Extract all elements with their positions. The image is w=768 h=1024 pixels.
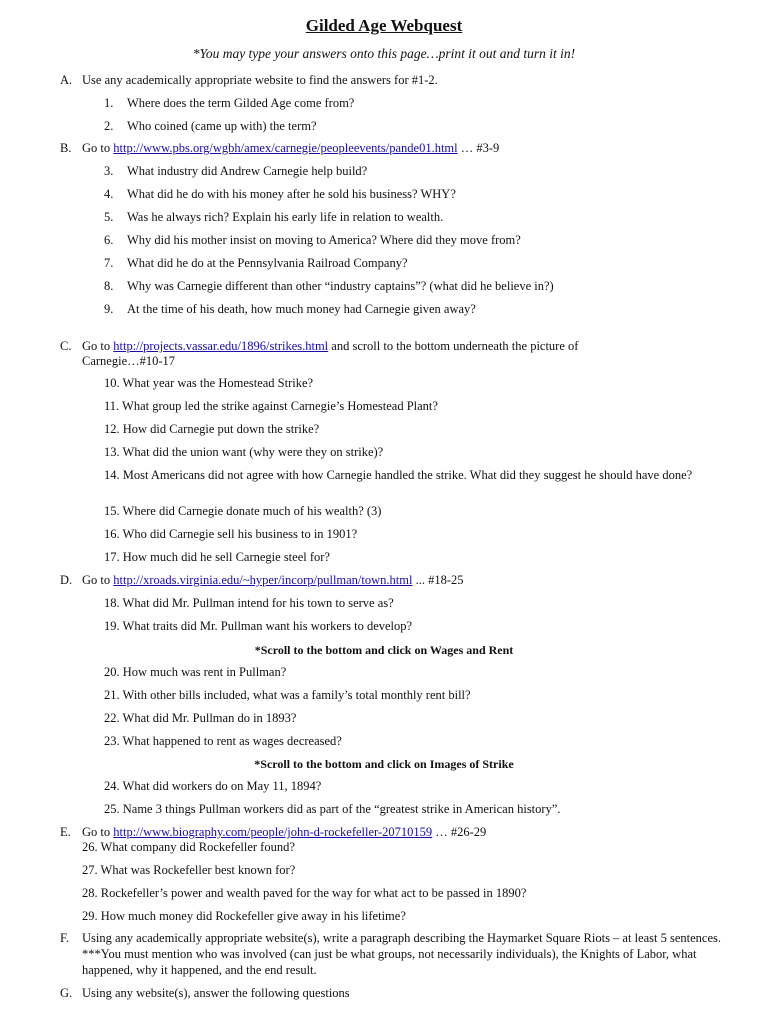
question-12: 12. How did Carnegie put down the strike?	[104, 422, 320, 436]
question-23: 23. What happened to rent as wages decreased?	[104, 734, 342, 748]
question-3: 3. What industry did Andrew Carnegie help build?	[104, 164, 368, 178]
page-subtitle: *You may type your answers onto this page…print it out and turn it in!	[192, 46, 576, 61]
question-22: 22. What did Mr. Pullman do in 1893?	[104, 711, 297, 725]
question-7: 7. What did he do at the Pennsylvania Railroad Company?	[104, 256, 408, 270]
question-9: 9. At the time of his death, how much money had Carnegie given away?	[104, 302, 476, 316]
scroll-note-wages: *Scroll to the bottom and click on Wages and Rent	[254, 643, 514, 657]
question-28: 28. Rockefeller’s power and wealth paved for the way for what act to be passed in 1890?	[82, 886, 527, 900]
question-26: 26. What company did Rockefeller found?	[82, 840, 295, 854]
question-19: 19. What traits did Mr. Pullman want his workers to develop?	[104, 619, 413, 633]
page-title: Gilded Age Webquest	[305, 16, 463, 35]
section-letter: D.	[60, 573, 73, 587]
question-18: 18. What did Mr. Pullman intend for his town to serve as?	[104, 596, 394, 610]
question-21: 21. With other bills included, what was a family’s total monthly rent bill?	[104, 688, 471, 702]
question-4: 4. What did he do with his money after he sold his business? WHY?	[104, 187, 456, 201]
section-letter: B.	[60, 141, 72, 155]
vassar-strikes-link[interactable]: http://projects.vassar.edu/1896/strikes.html	[113, 339, 329, 353]
section-text: Using any academically appropriate website(s), write a paragraph describing the Haymarket Square Riots – at least 5 sentences. ***You must mention who was involved (can just be what groups, not necessarily individuals), the Knights of Labor, what happened, why it happened, and the end result.	[82, 931, 722, 977]
question-24: 24. What did workers do on May 11, 1894?	[104, 779, 322, 793]
section-letter: A.	[60, 73, 73, 87]
question-25: 25. Name 3 things Pullman workers did as part of the “greatest strike in American history”.	[104, 802, 561, 816]
section-letter: E.	[60, 825, 71, 839]
question-5: 5. Was he always rich? Explain his early life in relation to wealth.	[104, 210, 444, 224]
question-29: 29. How much money did Rockefeller give away in his lifetime?	[82, 909, 406, 923]
scroll-note-strike: *Scroll to the bottom and click on Images of Strike	[254, 757, 514, 771]
question-13: 13. What did the union want (why were they on strike)?	[104, 445, 384, 459]
question-17: 17. How much did he sell Carnegie steel for?	[104, 550, 330, 564]
question-1: 1. Where does the term Gilded Age come from?	[104, 96, 355, 110]
question-15: 15. Where did Carnegie donate much of his wealth? (3)	[104, 504, 382, 518]
section-letter: G.	[60, 986, 73, 1000]
section-c-line2: Carnegie…#10-17	[82, 354, 176, 368]
section-text: Using any website(s), answer the following questions	[82, 986, 350, 1000]
section-letter: F.	[60, 931, 70, 945]
biography-rockefeller-link[interactable]: http://www.biography.com/people/john-d-rockefeller-20710159	[113, 825, 433, 839]
question-2: 2. Who coined (came up with) the term?	[104, 119, 317, 133]
question-6: 6. Why did his mother insist on moving to America? Where did they move from?	[104, 233, 521, 247]
question-10: 10. What year was the Homestead Strike?	[104, 376, 314, 390]
question-27: 27. What was Rockefeller best known for?	[82, 863, 296, 877]
virginia-pullman-link[interactable]: http://xroads.virginia.edu/~hyper/incorp/pullman/town.html	[113, 573, 413, 587]
question-20: 20. How much was rent in Pullman?	[104, 665, 287, 679]
question-8: 8. Why was Carnegie different than other “industry captains”? (what did he believe in?)	[104, 279, 554, 293]
section-letter: C.	[60, 339, 72, 353]
question-16: 16. Who did Carnegie sell his business to in 1901?	[104, 527, 358, 541]
section-text: Use any academically appropriate website to find the answers for #1-2.	[82, 73, 438, 87]
question-11: 11. What group led the strike against Carnegie’s Homestead Plant?	[104, 399, 438, 413]
pbs-carnegie-link[interactable]: http://www.pbs.org/wgbh/amex/carnegie/peopleevents/pande01.html	[113, 141, 458, 155]
question-14: 14. Most Americans did not agree with how Carnegie handled the strike. What did they suggest he should have done?	[104, 468, 693, 482]
